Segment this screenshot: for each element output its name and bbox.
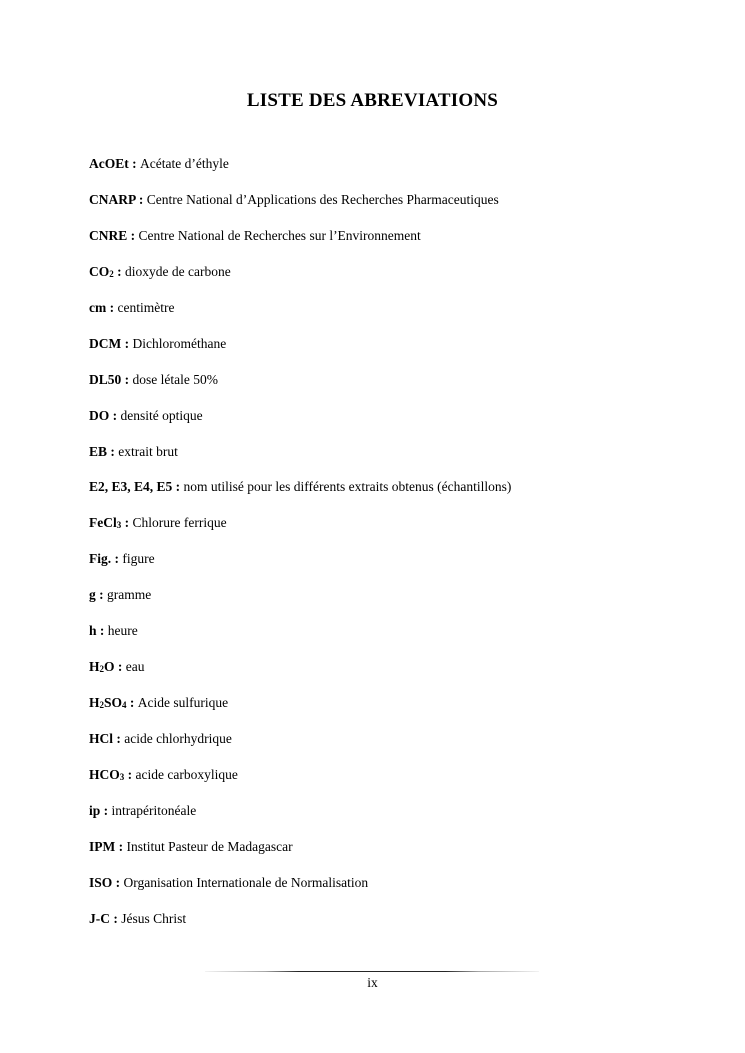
abbreviation: DL50 — [89, 371, 122, 387]
abbreviation: g — [89, 587, 96, 603]
abbreviation: DCM — [89, 335, 122, 351]
list-item — [89, 766, 709, 802]
separator: : — [96, 623, 108, 639]
abbreviation: CNRE — [89, 227, 128, 243]
abbreviation: ip — [89, 802, 101, 818]
abbreviation-subscript: 4 — [122, 700, 127, 711]
definition: Jésus Christ — [121, 910, 187, 926]
separator: : — [124, 766, 136, 782]
list-item — [89, 371, 709, 407]
abbreviation: EB — [89, 443, 108, 459]
abbreviation-subscript: 3 — [119, 771, 125, 782]
definition: centimètre — [117, 299, 175, 315]
definition: acide carboxylique — [135, 766, 238, 782]
abbreviation: CNARP — [89, 191, 136, 207]
abbreviation: J-C — [89, 910, 110, 926]
separator: : — [100, 802, 112, 818]
definition: Centre National de Recherches sur l’Environnement — [138, 227, 421, 243]
separator: : — [121, 371, 133, 387]
abbreviation: Fig. — [89, 551, 112, 567]
list-item — [89, 874, 709, 910]
abbreviation-part: SO — [104, 695, 123, 711]
definition: gramme — [107, 587, 152, 603]
abbreviation: h — [89, 623, 97, 639]
separator: : — [126, 695, 138, 711]
separator: : — [110, 910, 122, 926]
list-item — [89, 586, 709, 622]
separator: : — [111, 551, 123, 567]
list-item — [89, 155, 709, 191]
list-item — [89, 299, 709, 335]
abbreviation-part: H — [89, 659, 100, 675]
list-item — [89, 227, 709, 263]
definition: acide chlorhydrique — [124, 731, 232, 746]
abbreviation-main: CO — [89, 263, 110, 279]
definition: Centre National d’Applications des Recherches Pharmaceutiques — [146, 191, 499, 207]
list-item — [89, 910, 709, 946]
abbreviation: DO — [89, 407, 110, 423]
abbreviation-subscript: 2 — [99, 700, 105, 711]
separator: : — [172, 479, 184, 495]
abbreviation: AcOEt — [89, 156, 129, 171]
definition: heure — [107, 623, 138, 639]
separator: : — [135, 191, 147, 207]
footer-divider — [205, 971, 539, 972]
abbreviation-subscript: 2 — [99, 664, 105, 675]
abbreviation-main: FeCl — [89, 515, 117, 531]
abbreviation-part: O — [104, 659, 115, 675]
list-item — [89, 191, 709, 227]
separator: : — [128, 156, 140, 171]
abbreviation — [89, 767, 124, 782]
list-item — [89, 443, 709, 479]
separator: : — [112, 874, 124, 890]
list-item — [89, 550, 709, 586]
abbreviation: HCl — [89, 731, 114, 746]
list-item — [89, 514, 709, 550]
list-item — [89, 694, 709, 730]
list-item — [89, 622, 709, 658]
list-item — [89, 263, 709, 299]
separator: : — [121, 515, 133, 531]
abbreviation-subscript: 2 — [109, 268, 114, 279]
separator: : — [109, 407, 121, 423]
abbreviation — [89, 264, 114, 279]
list-item — [89, 478, 709, 514]
abbreviation: cm — [89, 299, 107, 315]
list-item — [89, 335, 709, 371]
definition: dose létale 50% — [132, 371, 218, 387]
page-number: ix — [367, 975, 378, 990]
page-title: LISTE DES ABREVIATIONS — [246, 90, 499, 111]
separator: : — [127, 227, 139, 243]
definition: Institut Pasteur de Madagascar — [126, 838, 293, 854]
list-item — [89, 658, 709, 694]
abbreviation: ISO — [89, 874, 113, 890]
separator: : — [115, 838, 127, 854]
abbreviation — [89, 515, 121, 530]
abbreviation: E2, E3, E4, E5 — [89, 479, 173, 495]
list-item — [89, 407, 709, 443]
abbreviation — [89, 695, 127, 710]
definition: Acétate d’éthyle — [140, 156, 229, 171]
definition: extrait brut — [118, 443, 178, 459]
abbreviation-subscript: 3 — [116, 520, 122, 531]
definition: nom utilisé pour les différents extraits obtenus (échantillons) — [183, 479, 512, 495]
separator: : — [114, 659, 126, 675]
separator: : — [121, 335, 133, 351]
definition: figure — [122, 551, 155, 567]
abbreviation-main: HCO — [89, 766, 120, 782]
definition: intrapéritonéale — [111, 802, 197, 818]
definition: Organisation Internationale de Normalisation — [123, 874, 369, 890]
definition: Dichlorométhane — [132, 335, 227, 351]
list-item — [89, 838, 709, 874]
definition: densité optique — [120, 407, 203, 423]
definition: Chlorure ferrique — [132, 515, 227, 531]
separator: : — [95, 587, 107, 603]
separator: : — [106, 299, 118, 315]
definition: dioxyde de carbone — [125, 263, 231, 279]
abbreviation — [89, 659, 115, 674]
separator: : — [113, 731, 125, 746]
abbreviation-list — [89, 155, 709, 946]
definition: Acide sulfurique — [137, 695, 229, 711]
list-item — [89, 802, 709, 838]
separator: : — [113, 263, 125, 279]
definition: eau — [125, 659, 145, 675]
abbreviation: IPM — [89, 838, 116, 854]
abbreviation-part: H — [89, 695, 100, 711]
list-item — [89, 730, 709, 766]
separator: : — [107, 443, 119, 459]
